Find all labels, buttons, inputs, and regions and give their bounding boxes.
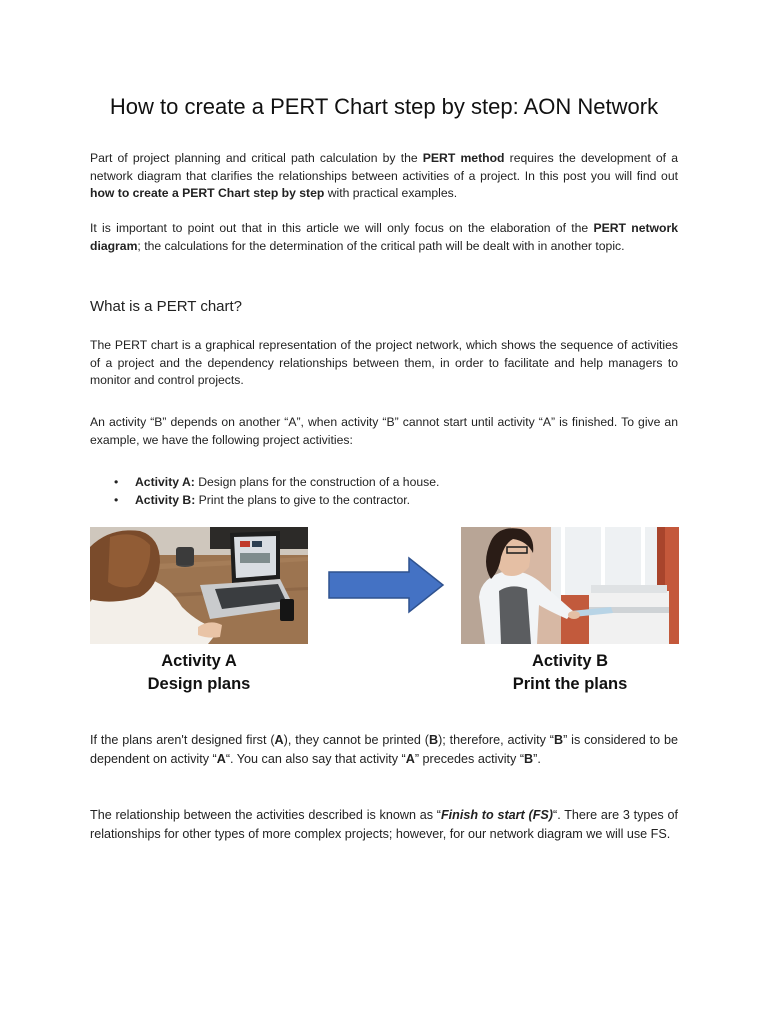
printer-photo-image bbox=[461, 527, 679, 644]
page-title: How to create a PERT Chart step by step: AON Network bbox=[109, 94, 659, 119]
caption-activity-b: Activity B Print the plans bbox=[512, 652, 628, 693]
photo-designing-plans bbox=[90, 527, 308, 644]
list-item: • Activity B: Print the plans to give to the contractor. bbox=[110, 491, 439, 509]
section-paragraph-2: An activity “B” depends on another “A”, when activity “B” cannot start until activity “A” is finished. To give an example, we have the following project activities: bbox=[90, 415, 678, 447]
caption-activity-a: Activity A Design plans bbox=[147, 652, 251, 693]
intro-paragraph-1: Part of project planning and critical path calculation by the PERT method requires the development of a network diagram that clarifies the relationships between activities of a project. In this post you will find out how to create a PERT Chart step by step with practical examples. bbox=[90, 151, 678, 200]
list-item: • Activity A: Design plans for the construction of a house. bbox=[110, 473, 439, 491]
right-arrow-icon bbox=[327, 556, 445, 614]
section-paragraph-1: The PERT chart is a graphical representation of the project network, which shows the sequence of activities of a project and the dependency relationships between them, in order to facilitate and help managers to monitor and control projects. bbox=[90, 338, 678, 387]
dependency-paragraph: If the plans aren't designed first (A), they cannot be printed (B); therefore, activity “B” is considered to be dependent on activity “A“. You can also say that activity “A” precedes activity “B”. bbox=[90, 733, 678, 766]
laptop-photo-image bbox=[90, 527, 308, 644]
relationship-paragraph: The relationship between the activities described is known as “Finish to start (FS)“. There are 3 types of relationships for other types of more complex projects; however, for our network diagram we will use FS. bbox=[90, 808, 678, 841]
intro-paragraph-2: It is important to point out that in this article we will only focus on the elaboration of the PERT network diagram; the calculations for the determination of the critical path will be dealt with in another topic. bbox=[90, 221, 678, 253]
photo-printing-plans bbox=[461, 527, 679, 644]
section-heading: What is a PERT chart? bbox=[90, 298, 243, 315]
activity-list bbox=[110, 473, 439, 509]
